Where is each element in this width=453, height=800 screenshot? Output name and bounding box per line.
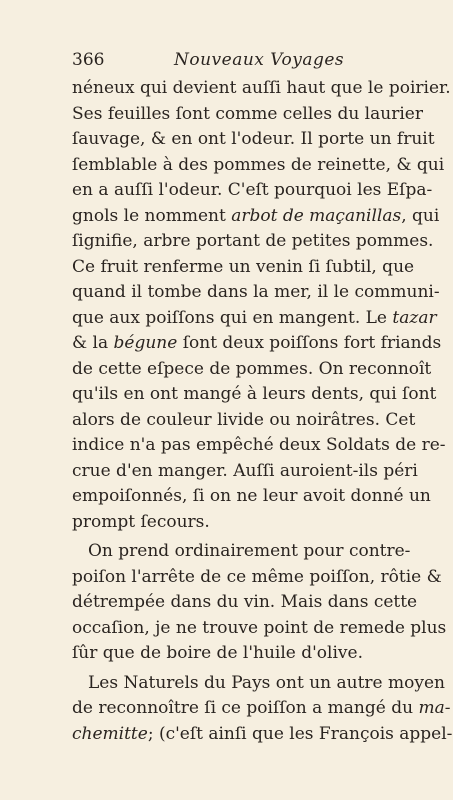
text-line: néneux qui devient auſſi haut que le poirier. — [72, 78, 451, 98]
text-line: ſemblable à des pommes de reinette, & qui — [72, 154, 445, 175]
body-text — [72, 76, 453, 747]
italic-term: tazar — [392, 307, 437, 328]
text-line: Ses feuilles ſont comme celles du laurier — [72, 103, 423, 124]
text-line: prompt ſecours. — [72, 511, 210, 532]
text-line: que aux poiſſons qui en mangent. Le tazar — [72, 307, 437, 328]
text-line: ſûr que de boire de l'huile d'olive. — [72, 643, 363, 663]
text-line: gnols le nomment arbot de maçanillas, qui — [72, 205, 440, 226]
text-line: qu'ils en ont mangé à leurs dents, qui ſont — [72, 384, 437, 404]
text-line: alors de couleur livide ou noirâtres. Cet — [72, 409, 416, 430]
italic-term: chemitte — [72, 723, 148, 744]
text-line: détrempée dans du vin. Mais dans cette — [72, 592, 418, 612]
text-line: ſauvage, & en ont l'odeur. Il porte un fruit — [72, 129, 435, 149]
text-line: Les Naturels du Pays ont un autre moyen — [88, 672, 445, 693]
text-line: de reconnoître ſi ce poiſſon a mangé du ma- — [72, 698, 451, 718]
text-line: de cette eſpece de pommes. On reconnoît — [72, 358, 432, 379]
text-line: crue d'en manger. Auſſi auroient-ils péri — [72, 460, 418, 481]
text-line: en a auſſi l'odeur. C'eſt pourquoi les Eſpa- — [72, 180, 433, 200]
italic-term: arbot de maçanillas — [231, 205, 402, 226]
text-line: poiſon l'arrête de ce même poiſſon, rôtie & — [72, 566, 442, 587]
text-line: On prend ordinairement pour contre- — [88, 541, 411, 561]
text-line: chemitte; (c'eſt ainſi que les François appel- — [72, 723, 453, 744]
text-line: occaſion, je ne trouve point de remede plus — [72, 617, 447, 638]
italic-term: ma- — [418, 698, 451, 718]
text-line: ſignifie, arbre portant de petites pommes. — [72, 231, 434, 251]
text-line: empoiſonnés, ſi on ne leur avoit donné un — [72, 486, 431, 506]
text-line: & la bégune ſont deux poiſſons fort friands — [72, 333, 442, 353]
text-line: indice n'a pas empêché deux Soldats de re- — [72, 435, 446, 455]
page-number: 366 — [72, 50, 105, 70]
text-line: quand il tombe dans la mer, il le communi- — [72, 282, 440, 302]
italic-term: bégune — [113, 333, 178, 353]
running-title: Nouveaux Voyages — [174, 50, 345, 70]
text-line: Ce fruit renferme un venin ſi ſubtil, que — [72, 256, 415, 277]
